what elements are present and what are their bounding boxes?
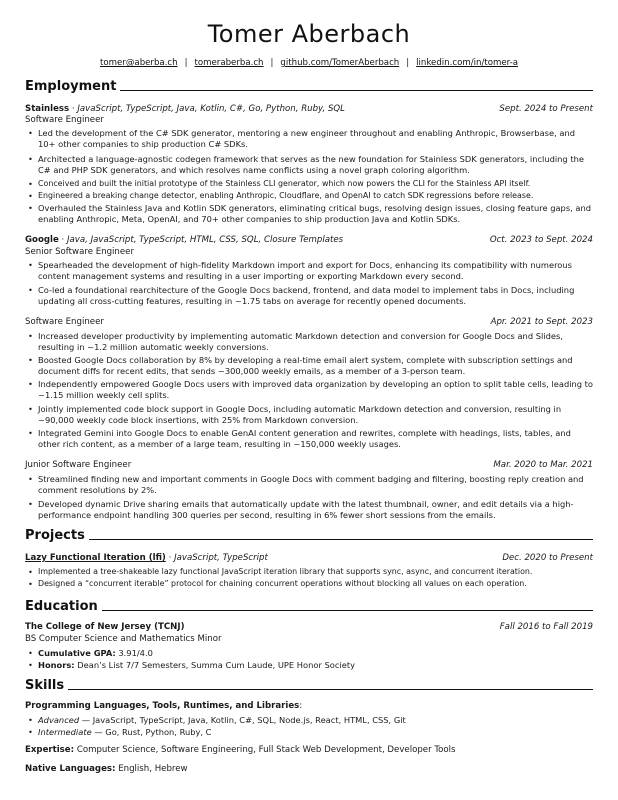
linkedin-link[interactable]: linkedin.com/in/tomer-a — [416, 58, 518, 68]
job-header — [25, 317, 593, 328]
education-dates: Fall 2016 to Fall 2019 — [499, 622, 593, 632]
native-languages-line: Native Languages: English, Hebrew — [25, 764, 188, 774]
skill-level-value: — JavaScript, TypeScript, Java, Kotlin, C#, SQL, Node.js, React, HTML, CSS, Git — [81, 715, 406, 725]
github-link[interactable]: github.com/TomerAberbach — [280, 58, 400, 68]
list-item: • Jointly implemented code block support in Google Docs, including automatic Markdown detection and conversion, resulting in ~90,000 weekly code block insertions, with 25% from Markdown conversion. — [28, 404, 562, 425]
skill-level-value: — Go, Rust, Python, Ruby, C — [94, 727, 212, 737]
project-header: Lazy Functional Iteration (lfi) · JavaScript, TypeScript Dec. 2020 to Present — [25, 553, 593, 563]
list-item: • Independently empowered Google Docs users with improved data organization by developing an option to split table cells, leading to ~1.15 million weekly cell splits. — [28, 379, 594, 400]
section-title: Skills — [25, 678, 65, 693]
list-item: • Conceived and built the initial prototype of the Stainless CLI generator, which now powers the CLI for the Stainless API itself. — [28, 179, 531, 189]
list-item: • Co-led a foundational rearchitecture of the Google Docs backend, frontend, and data model to implement tabs in Docs, including updating all cross-cutting features, resulting in ~1.75 tabs on average for recently opened documents. — [28, 285, 575, 306]
contact-line: tomer@aberba.ch | tomeraberba.ch | github.com/TomerAberbach | linkedin.com/in/tomer-a — [100, 58, 518, 68]
gpa-value: 3.91/4.0 — [118, 648, 153, 658]
section-skills — [25, 678, 593, 693]
list-item: • Boosted Google Docs collaboration by 8% by developing a real-time email alert system, complete with subscription settings and document diffs for recent edits, that sends ~300,000 weekly emails, as a member of a 3-person team. — [28, 355, 573, 376]
list-item: • Streamlined finding new and important comments in Google Docs with comment badging and filtering, boosting reply creation and comment resolutions by 2%. — [28, 474, 584, 495]
list-item: • Architected a language-agnostic codegen framework that serves as the new foundation for Stainless SDK generators, including the C# and PHP SDK generators, and which resolves name conflicts using a novel graph coloring algorithm. — [28, 154, 584, 175]
section-rule — [120, 90, 593, 91]
expertise-line: Expertise: Computer Science, Software Engineering, Full Stack Web Development, Developer Tools — [25, 745, 456, 755]
job-dates: Sept. 2024 to Present — [499, 104, 593, 114]
list-item: • Spearheaded the development of high-fidelity Markdown import and export for Docs, enhancing its compatibility with numerous content management systems and resulting in a user importing or exporting Markdown every second. — [28, 260, 572, 281]
list-item: • Advanced — JavaScript, TypeScript, Java, Kotlin, C#, SQL, Node.js, React, HTML, CSS, Git — [28, 715, 406, 725]
section-employment — [25, 79, 593, 94]
resume-name: Tomer Aberbach — [207, 20, 411, 48]
job-tech: JavaScript, TypeScript, Java, Kotlin, C#, Go, Python, Ruby, SQL — [77, 104, 345, 114]
job-header: Stainless · JavaScript, TypeScript, Java, Kotlin, C#, Go, Python, Ruby, SQL Sept. 2024 to Present — [25, 104, 593, 114]
project-tech: JavaScript, TypeScript — [174, 553, 268, 563]
section-title: Education — [25, 599, 98, 614]
job-header — [25, 460, 593, 471]
skill-level-label: Intermediate — [38, 727, 92, 737]
list-item: • Overhauled the Stainless Java and Kotlin SDK generators, eliminating critical bugs, resolving design issues, closing feature gaps, and enabling Anthropic, Meta, OpenAI, and 70+ other companies to ship production Java and Kotlin SDKs. — [28, 203, 592, 224]
list-item: • Led the development of the C# SDK generator, mentoring a new engineer throughout and enabling Anthropic, Browserbase, and 10+ other companies to ship production C# SDKs. — [28, 128, 575, 149]
list-item: • Designed a “concurrent iterable” protocol for chaining concurrent operations without blocking all values on each operation. — [28, 579, 527, 589]
company-name: Google — [25, 235, 59, 245]
section-title: Employment — [25, 79, 117, 94]
school-name: The College of New Jersey (TCNJ) — [25, 622, 185, 632]
list-item: • Implemented a tree-shakeable lazy functional JavaScript iteration library that supports sync, async, and concurrent iteration. — [28, 567, 533, 577]
list-item: • Engineered a breaking change detector, enabling Anthropic, Cloudflare, and OpenAI to catch SDK regressions before release. — [28, 191, 534, 201]
section-education — [25, 599, 593, 614]
job-dates: Oct. 2023 to Sept. 2024 — [489, 235, 593, 245]
section-projects — [25, 528, 593, 543]
job-header: Google · Java, JavaScript, TypeScript, HTML, CSS, SQL, Closure Templates Oct. 2023 to Sept. 2024 — [25, 235, 593, 245]
list-item: • Intermediate — Go, Rust, Python, Ruby, C — [28, 727, 212, 737]
website-link[interactable]: tomeraberba.ch — [194, 58, 264, 68]
list-item: • Cumulative GPA: 3.91/4.0 — [28, 648, 153, 658]
job-tech: Java, JavaScript, TypeScript, HTML, CSS, SQL, Closure Templates — [67, 235, 344, 245]
project-dates: Dec. 2020 to Present — [502, 553, 593, 563]
section-rule — [89, 539, 593, 540]
section-rule — [102, 610, 593, 611]
skill-level-label: Advanced — [38, 715, 80, 725]
job-dates: Apr. 2021 to Sept. 2023 — [490, 317, 593, 327]
job-dates: Mar. 2020 to Mar. 2021 — [493, 460, 593, 470]
gpa-label: Cumulative GPA: — [38, 648, 116, 658]
job-role: Senior Software Engineer — [25, 247, 134, 257]
degree: BS Computer Science and Mathematics Minor — [25, 634, 222, 644]
education-header — [25, 622, 593, 633]
skills-languages-heading: Programming Languages, Tools, Runtimes, and Libraries: — [25, 701, 303, 711]
project-name[interactable]: Lazy Functional Iteration (lfi) — [25, 553, 166, 563]
section-title: Projects — [25, 528, 85, 543]
list-item: • Honors: Dean’s List 7/7 Semesters, Summa Cum Laude, UPE Honor Society — [28, 660, 355, 670]
list-item: • Integrated Gemini into Google Docs to enable GenAI content generation and rewrites, complete with headings, lists, tables, and other rich content, as a member of a large team, resulting in ~150,000 weekly usages. — [28, 428, 571, 449]
job-role: Software Engineer — [25, 317, 104, 327]
company-name: Stainless — [25, 104, 70, 114]
job-role: Software Engineer — [25, 115, 104, 125]
list-item: • Increased developer productivity by implementing automatic Markdown detection and conversion for Google Docs and Slides, resulting in ~1.2 million automatic weekly conversions. — [28, 331, 563, 352]
email-link[interactable]: tomer@aberba.ch — [100, 58, 178, 68]
list-item: • Developed dynamic Drive sharing emails that automatically update with the latest thumbnail, owner, and edit details via a high-performance endpoint handling 300 queries per second, resulting in 6% fewer short sessions from the emails. — [28, 499, 574, 520]
honors-value: Dean’s List 7/7 Semesters, Summa Cum Laude, UPE Honor Society — [77, 660, 355, 670]
job-role: Junior Software Engineer — [25, 460, 132, 470]
section-rule — [68, 689, 593, 690]
honors-label: Honors: — [38, 660, 75, 670]
